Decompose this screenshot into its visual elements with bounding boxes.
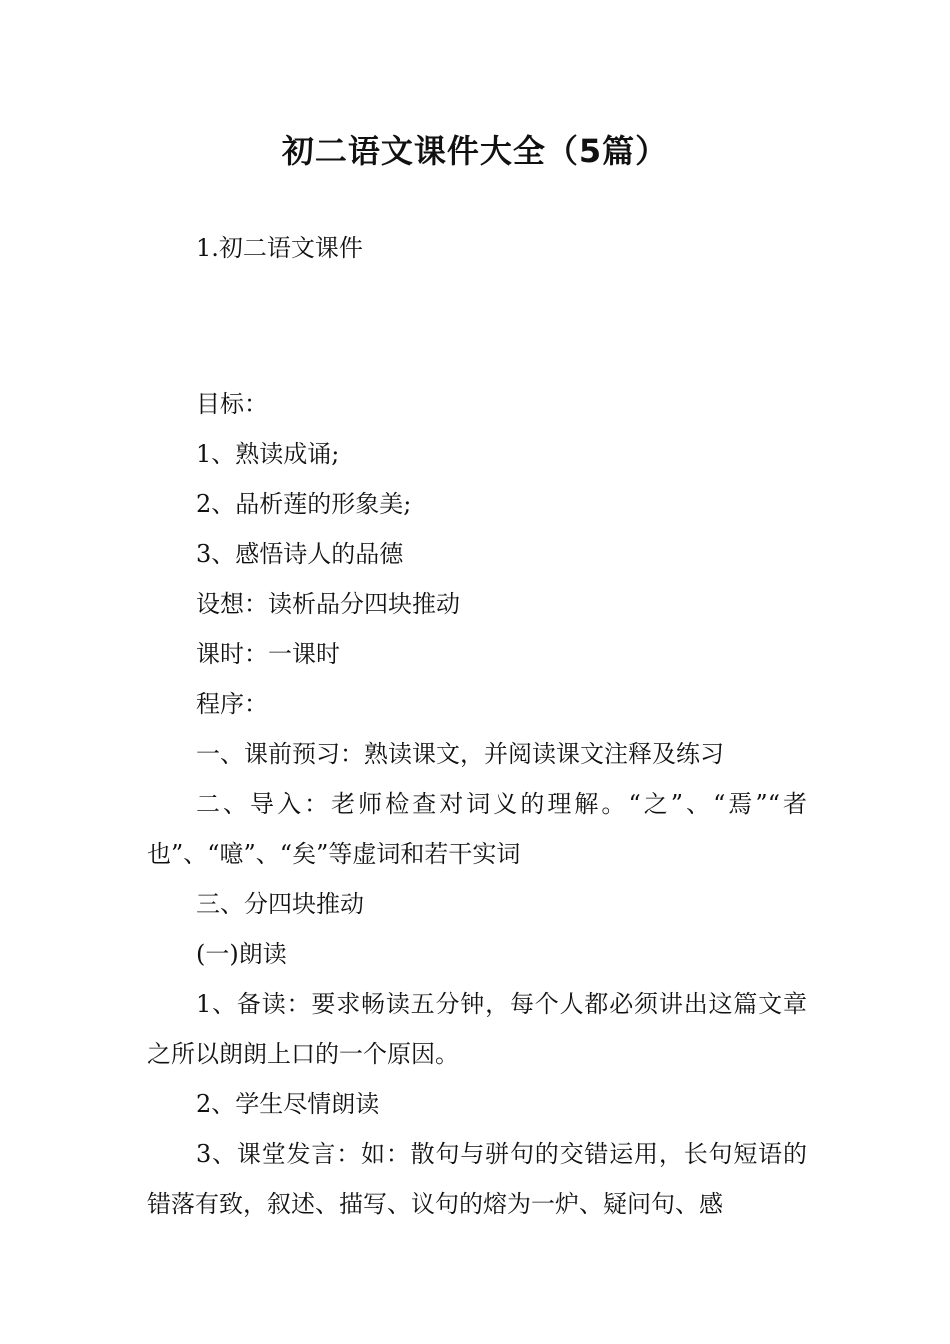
section-heading: 1.初二语文课件	[196, 234, 363, 262]
paragraph: 3、课堂发言：如：散句与骈句的交错运用，长句短语的错落有致，叙述、描写、议句的熔为一炉、疑问句、感	[147, 1140, 807, 1218]
paragraph: 一、课前预习：熟读课文，并阅读课文注释及练习	[196, 740, 724, 768]
paragraph: (一)朗读	[196, 940, 287, 968]
paragraph: 1、熟读成诵;	[196, 440, 340, 468]
paragraph: 三、分四块推动	[196, 890, 364, 918]
document-title: 初二语文课件大全（5篇）	[281, 132, 669, 170]
paragraph: 程序：	[196, 690, 268, 718]
paragraph: 1、备读：要求畅读五分钟，每个人都必须讲出这篇文章之所以朗朗上口的一个原因。	[147, 990, 807, 1068]
document-body	[147, 379, 807, 1229]
paragraph: 目标：	[196, 390, 268, 418]
paragraph: 3、感悟诗人的品德	[196, 540, 404, 568]
paragraph: 二、导入：老师检查对词义的理解。“之”、“焉”“者也”、“噫”、“矣”等虚词和若干实词	[147, 790, 807, 868]
paragraph: 课时：一课时	[196, 640, 340, 668]
paragraph: 设想：读析品分四块推动	[196, 590, 460, 618]
paragraph: 2、学生尽情朗读	[196, 1090, 380, 1118]
paragraph: 2、品析莲的形象美;	[196, 490, 412, 518]
